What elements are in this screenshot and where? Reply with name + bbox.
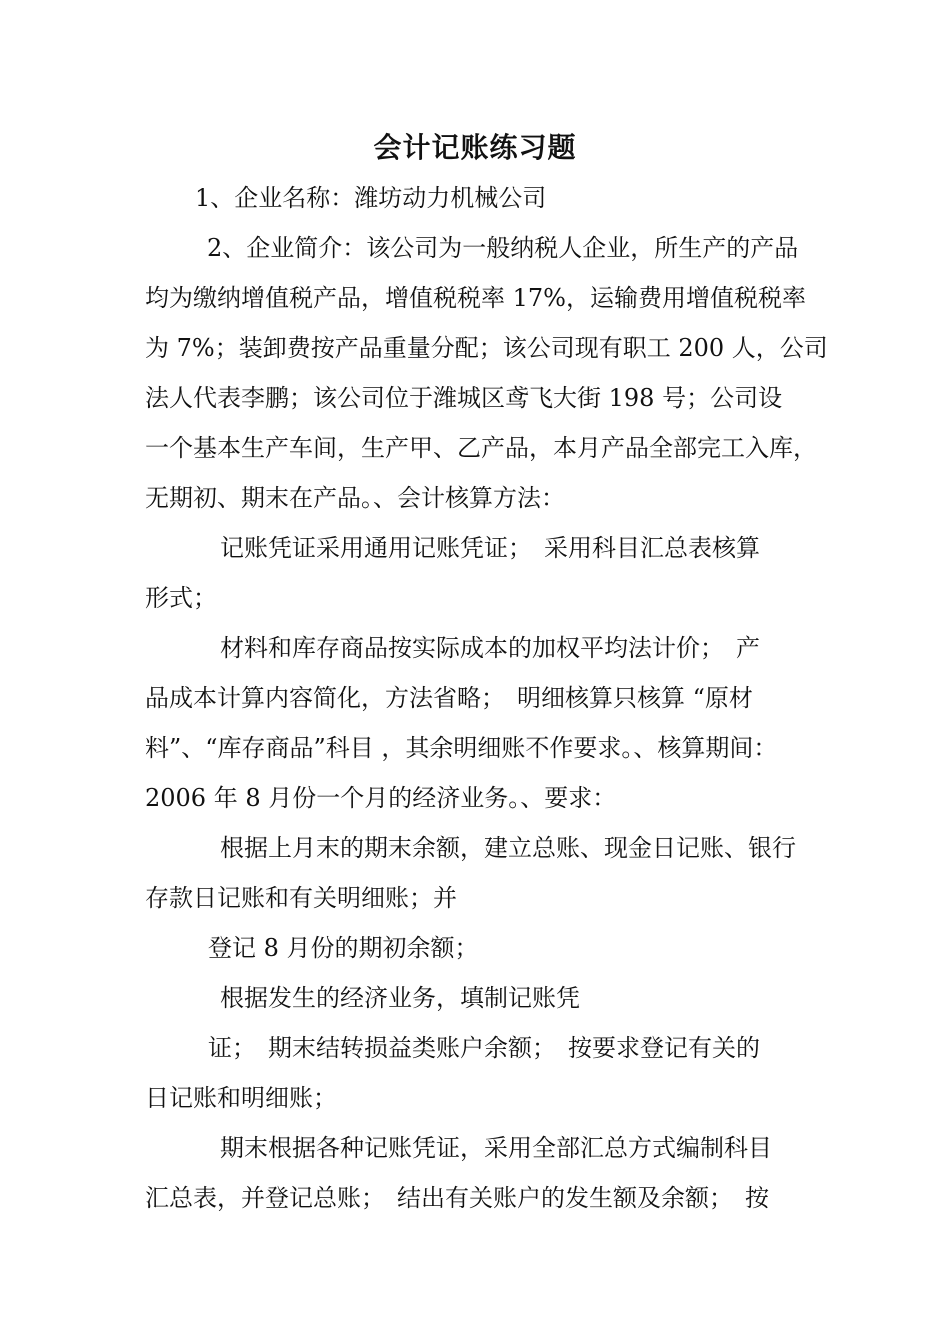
paragraph-line: 期末根据各种记账凭证，采用全部汇总方式编制科目 — [220, 1134, 772, 1162]
paragraph-line: 存款日记账和有关明细账；并 — [145, 884, 457, 912]
paragraph-line: 材料和库存商品按实际成本的加权平均法计价； 产 — [220, 634, 760, 662]
paragraph-line: 法人代表李鹏；该公司位于潍城区鸢飞大街 198 号；公司设 — [145, 384, 783, 412]
paragraph-line: 2006 年 8 月份一个月的经济业务。、要求： — [145, 784, 617, 812]
paragraph-line: 证； 期末结转损益类账户余额； 按要求登记有关的 — [208, 1034, 760, 1062]
paragraph-line: 2、企业简介：该公司为一般纳税人企业，所生产的产品 — [207, 234, 799, 262]
paragraph-line: 1、企业名称：潍坊动力机械公司 — [195, 184, 547, 212]
paragraph-line: 登记 8 月份的期初余额； — [208, 934, 479, 962]
paragraph-line: 为 7%；装卸费按产品重量分配；该公司现有职工 200 人，公司 — [145, 334, 828, 362]
paragraph-line: 均为缴纳增值税产品，增值税税率 17%，运输费用增值税税率 — [145, 284, 806, 312]
document-title: 会计记账练习题 — [373, 131, 577, 164]
paragraph-line: 日记账和明细账； — [145, 1084, 337, 1112]
paragraph-line: 品成本计算内容简化，方法省略； 明细核算只核算 “原材 — [145, 684, 753, 712]
paragraph-line: 根据上月末的期末余额，建立总账、现金日记账、银行 — [220, 834, 796, 862]
paragraph-line: 记账凭证采用通用记账凭证； 采用科目汇总表核算 — [220, 534, 760, 562]
paragraph-line: 一个基本生产车间，生产甲、乙产品，本月产品全部完工入库， — [145, 434, 817, 462]
paragraph-line: 汇总表，并登记总账； 结出有关账户的发生额及余额； 按 — [145, 1184, 769, 1212]
paragraph-line: 根据发生的经济业务，填制记账凭 — [220, 984, 580, 1012]
paragraph-line: 料”、“库存商品”科目 ，其余明细账不作要求。、核算期间： — [145, 734, 778, 762]
paragraph-line: 形式； — [145, 584, 217, 612]
paragraph-line: 无期初、期末在产品。、会计核算方法： — [145, 484, 565, 512]
